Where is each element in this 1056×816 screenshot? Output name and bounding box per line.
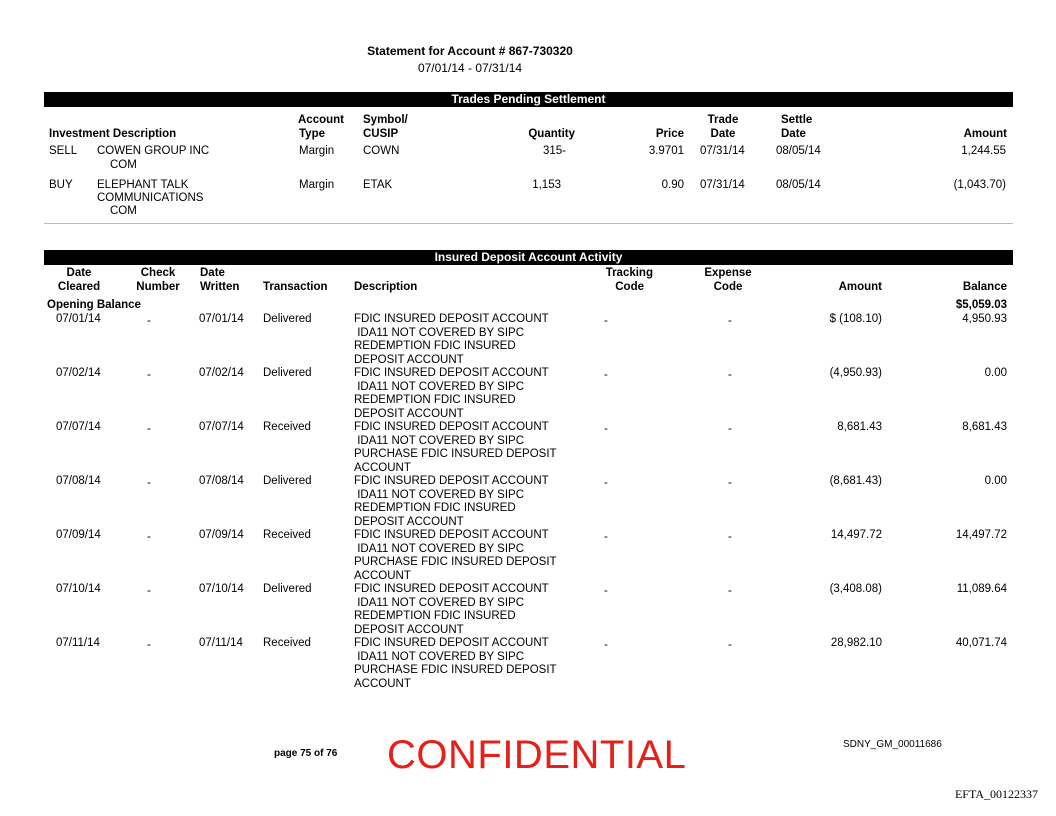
col-settle-date-2: Date	[781, 128, 806, 140]
description-line: IDA11 NOT COVERED BY SIPC	[354, 434, 524, 447]
amount: (4,950.93)	[829, 367, 882, 379]
transaction: Received	[263, 529, 311, 541]
trade-description-line: COMMUNICATIONS	[97, 192, 204, 204]
date-written: 07/08/14	[199, 475, 244, 487]
tracking-code: -	[604, 423, 608, 435]
description-line: FDIC INSURED DEPOSIT ACCOUNT	[354, 313, 549, 325]
amount: $ (108.10)	[829, 313, 882, 325]
date-cleared: 07/01/14	[56, 313, 101, 325]
tracking-code: -	[604, 315, 608, 327]
check-number: -	[147, 369, 151, 381]
trade-description-line: COM	[110, 159, 137, 171]
trade-account-type: Margin	[299, 179, 335, 191]
date-written: 07/02/14	[199, 367, 244, 379]
col-date-written-1: Date	[200, 267, 225, 279]
balance: 4,950.93	[962, 313, 1007, 325]
amount: 8,681.43	[837, 421, 882, 433]
expense-code: -	[728, 585, 732, 597]
date-written: 07/09/14	[199, 529, 244, 541]
col-price: Price	[655, 128, 684, 140]
col-account-type-1: Account	[298, 114, 344, 126]
col-settle-date-1: Settle	[781, 114, 813, 126]
trade-account-type: Margin	[299, 145, 335, 157]
description-line: IDA11 NOT COVERED BY SIPC	[354, 326, 524, 339]
balance: 0.00	[984, 475, 1007, 487]
check-number: -	[147, 423, 151, 435]
col-expense-code-1: Expense	[704, 267, 752, 279]
statement-title: Statement for Account # 867-730320	[367, 44, 573, 58]
col-amount: Amount	[838, 281, 882, 293]
check-number: -	[147, 315, 151, 327]
col-trade-date-1: Trade	[707, 114, 739, 126]
description-line: IDA11 NOT COVERED BY SIPC	[354, 380, 524, 393]
trade-description-line: COM	[110, 205, 137, 217]
trade-quantity: 315-	[542, 145, 566, 157]
tracking-code: -	[604, 369, 608, 381]
description-line: ACCOUNT	[354, 569, 411, 582]
date-cleared: 07/09/14	[56, 529, 101, 541]
page-number: page 75 of 76	[274, 748, 338, 759]
col-trade-date-2: Date	[710, 128, 736, 140]
transaction: Received	[263, 421, 311, 433]
date-cleared: 07/11/14	[56, 637, 100, 649]
balance: 11,089.64	[956, 583, 1007, 595]
col-tracking-code-2: Code	[615, 281, 644, 293]
description-line: PURCHASE FDIC INSURED DEPOSIT	[354, 556, 557, 568]
check-number: -	[147, 477, 151, 489]
description-line: FDIC INSURED DEPOSIT ACCOUNT	[354, 367, 549, 379]
date-written: 07/11/14	[199, 637, 243, 649]
description-line: IDA11 NOT COVERED BY SIPC	[354, 488, 524, 501]
trade-date: 07/31/14	[700, 179, 745, 191]
description-line: PURCHASE FDIC INSURED DEPOSIT	[354, 448, 557, 460]
date-written: 07/07/14	[199, 421, 244, 433]
description-line: REDEMPTION FDIC INSURED	[354, 610, 516, 622]
col-account-type-2: Type	[299, 128, 325, 140]
description-line: DEPOSIT ACCOUNT	[354, 623, 464, 636]
balance: 14,497.72	[955, 529, 1007, 541]
description-line: DEPOSIT ACCOUNT	[354, 515, 464, 528]
trade-quantity: 1,153	[532, 179, 561, 191]
tracking-code: -	[604, 531, 608, 543]
expense-code: -	[728, 477, 732, 489]
expense-code: -	[728, 369, 732, 381]
trade-price: 0.90	[661, 179, 684, 191]
description-line: REDEMPTION FDIC INSURED	[354, 502, 516, 514]
trade-symbol: COWN	[363, 145, 400, 157]
trade-description-line: COWEN GROUP INC	[97, 145, 210, 157]
transaction: Delivered	[263, 475, 312, 487]
description-line: FDIC INSURED DEPOSIT ACCOUNT	[354, 637, 549, 649]
expense-code: -	[728, 315, 732, 327]
amount: (8,681.43)	[829, 475, 882, 487]
balance: 0.00	[984, 367, 1007, 379]
trade-symbol: ETAK	[363, 179, 393, 191]
date-cleared: 07/02/14	[56, 367, 101, 379]
efta-number: EFTA_00122337	[954, 787, 1038, 801]
section-divider	[44, 223, 1013, 224]
trade-price: 3.9701	[648, 145, 684, 157]
settle-date: 08/05/14	[776, 145, 821, 157]
col-date-cleared-2: Cleared	[57, 281, 101, 293]
tracking-code: -	[604, 477, 608, 489]
description-line: PURCHASE FDIC INSURED DEPOSIT	[354, 664, 557, 676]
date-written: 07/01/14	[199, 313, 244, 325]
date-cleared: 07/07/14	[56, 421, 101, 433]
balance: 40,071.74	[955, 637, 1007, 649]
col-amount: Amount	[963, 128, 1007, 140]
description-line: FDIC INSURED DEPOSIT ACCOUNT	[354, 421, 549, 433]
transaction: Delivered	[263, 367, 312, 379]
description-line: ACCOUNT	[354, 461, 411, 474]
opening-balance-label: Opening Balance	[47, 299, 141, 311]
check-number: -	[147, 531, 151, 543]
check-number: -	[147, 639, 151, 651]
col-date-written-2: Written	[200, 281, 240, 293]
col-tracking-code-1: Tracking	[605, 267, 653, 279]
deposit-section-header: Insured Deposit Account Activity	[44, 250, 1013, 265]
trade-date: 07/31/14	[700, 145, 745, 157]
description-line: FDIC INSURED DEPOSIT ACCOUNT	[354, 529, 549, 541]
amount: 14,497.72	[830, 529, 882, 541]
col-balance: Balance	[962, 281, 1007, 293]
description-line: DEPOSIT ACCOUNT	[354, 353, 464, 366]
statement-period: 07/01/14 - 07/31/14	[417, 61, 523, 75]
expense-code: -	[728, 423, 732, 435]
trade-amount: 1,244.55	[961, 145, 1006, 157]
opening-balance-value: $5,059.03	[955, 299, 1007, 311]
description-line: IDA11 NOT COVERED BY SIPC	[354, 596, 524, 609]
col-quantity: Quantity	[528, 128, 575, 140]
transaction: Delivered	[263, 583, 312, 595]
description-line: IDA11 NOT COVERED BY SIPC	[354, 650, 524, 663]
trade-action: BUY	[49, 179, 73, 191]
expense-code: -	[728, 531, 732, 543]
description-line: FDIC INSURED DEPOSIT ACCOUNT	[354, 583, 549, 595]
col-check-number-2: Number	[136, 281, 180, 293]
description-line: FDIC INSURED DEPOSIT ACCOUNT	[354, 475, 549, 487]
date-cleared: 07/10/14	[56, 583, 101, 595]
transaction: Received	[263, 637, 311, 649]
col-symbol-2: CUSIP	[363, 128, 399, 140]
amount: (3,408.08)	[829, 583, 882, 595]
confidential-stamp: CONFIDENTIAL	[387, 733, 687, 777]
description-line: DEPOSIT ACCOUNT	[354, 407, 464, 420]
trade-action: SELL	[49, 145, 78, 157]
col-check-number-1: Check	[140, 267, 176, 279]
col-date-cleared-1: Date	[66, 267, 92, 279]
description-line: REDEMPTION FDIC INSURED	[354, 394, 516, 406]
settle-date: 08/05/14	[776, 179, 821, 191]
amount: 28,982.10	[830, 637, 882, 649]
tracking-code: -	[604, 639, 608, 651]
tracking-code: -	[604, 585, 608, 597]
col-description: Description	[354, 281, 418, 293]
date-cleared: 07/08/14	[56, 475, 101, 487]
trade-description-line: ELEPHANT TALK	[97, 179, 189, 191]
date-written: 07/10/14	[199, 583, 244, 595]
col-transaction: Transaction	[263, 281, 328, 293]
description-line: REDEMPTION FDIC INSURED	[354, 340, 516, 352]
description-line: IDA11 NOT COVERED BY SIPC	[354, 542, 524, 555]
check-number: -	[147, 585, 151, 597]
col-investment-description: Investment Description	[49, 128, 177, 140]
trade-amount: (1,043.70)	[953, 179, 1006, 191]
col-symbol-1: Symbol/	[363, 114, 408, 126]
transaction: Delivered	[263, 313, 312, 325]
expense-code: -	[728, 639, 732, 651]
trades-section-header: Trades Pending Settlement	[44, 92, 1013, 107]
col-expense-code-2: Code	[713, 281, 743, 293]
balance: 8,681.43	[962, 421, 1007, 433]
bates-number: SDNY_GM_00011686	[843, 739, 942, 750]
description-line: ACCOUNT	[354, 677, 411, 690]
